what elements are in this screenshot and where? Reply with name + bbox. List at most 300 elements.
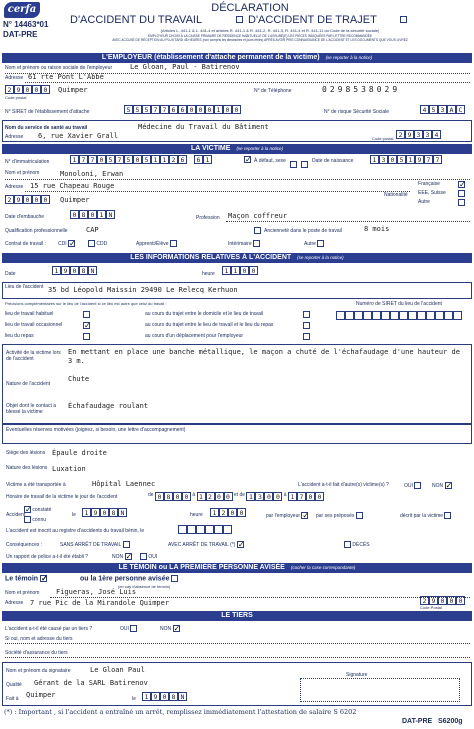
hire-char: N (106, 210, 115, 219)
hour-digit: 0 (264, 492, 273, 501)
contract-interim[interactable] (228, 240, 260, 247)
hour-digit: 1 (210, 508, 219, 517)
ssn-key-digit: 6 (194, 155, 203, 164)
date-char: N (88, 266, 97, 275)
described-option[interactable] (400, 512, 451, 519)
employer-siret-label: N° SIRET de l'établissement d'attache (5, 109, 90, 115)
reserves-label: Éventuelles réserves motivées (joignez, si besoin, une lettre d'accompagnement) (6, 427, 186, 433)
connu-label: connu (32, 516, 47, 523)
title-work-accident: D'ACCIDENT DU TRAVAIL (70, 14, 203, 26)
connu-option[interactable] (24, 516, 46, 523)
nat-other-checkbox[interactable] (458, 199, 465, 206)
postal-digit: 0 (447, 596, 456, 605)
third-party-section-header (2, 611, 472, 621)
health-postal[interactable] (396, 130, 441, 139)
object-label: Objet dont le contact a blessé la victime (6, 403, 57, 415)
notice-text-1: EMPLOYEUR CHOISI À LA CAISSE PRIMAIRE DE RÉSIDENCE HABITUELLE DE L'ASSURÉ(E) LES PIÈCES INDIQUÉES PAR LETTRE RECOMMANDÉE (147, 34, 373, 38)
known-date[interactable] (82, 508, 127, 517)
contract-cdi-checkbox[interactable]: ✓ (69, 239, 76, 248)
postal-digit: 0 (23, 85, 32, 94)
nat-fr-label: Française (418, 181, 440, 187)
ssn-digit: 0 (97, 155, 106, 164)
postal-digit: 2 (396, 130, 405, 139)
registered-date[interactable] (178, 525, 232, 534)
ssn-digit: 5 (124, 155, 133, 164)
police-report-label: Un rapport de police a-t-il été établi ? (6, 554, 88, 560)
hour-digit: 0 (224, 492, 233, 501)
cerfa-logo (4, 2, 40, 18)
form-number: N° 14463*01 (3, 20, 49, 29)
described-label: décrit par la victime (400, 512, 444, 519)
ssn-digit: 7 (115, 155, 124, 164)
sex-m-checkbox[interactable] (290, 161, 297, 168)
conseq-death-label: DÉCÈS (352, 541, 370, 548)
hour-digit: 3 (255, 492, 264, 501)
police-oui-checkbox[interactable] (140, 553, 147, 560)
profession-label: Profession (196, 215, 220, 221)
injury-site-value: Épaule droite (52, 449, 107, 457)
victim-address-label: Adresse (5, 184, 24, 190)
non-label: NON (432, 482, 444, 489)
birth-digit: 9 (415, 155, 424, 164)
sex-options[interactable] (290, 156, 308, 174)
witness-postal-label: Code Postal (420, 605, 442, 610)
witness-address-value: 7 rue Pic de la Mirandole Quimper (30, 599, 170, 607)
contract-other-checkbox[interactable] (317, 240, 324, 247)
nat-fr[interactable] (418, 180, 466, 189)
third-non[interactable] (160, 625, 180, 632)
postal-digit: 2 (5, 195, 14, 204)
third-oui[interactable] (120, 625, 137, 632)
conseq-no-stop[interactable] (60, 541, 130, 548)
by-employer-checkbox[interactable]: ✓ (302, 511, 310, 520)
place-opt-work-meal-label: au cours du trajet entre le lieu de travail et le lieu du repas (145, 322, 274, 328)
victim-section-header (2, 144, 472, 154)
place-label: Lieu de l'accident (5, 284, 44, 290)
employer-section-header (2, 53, 472, 63)
witness-checkbox[interactable]: ✓ (41, 574, 48, 583)
hour-digit: 0 (237, 508, 246, 517)
seniority-label: Ancienneté dans le poste de travail (264, 228, 342, 234)
third-non-checkbox[interactable]: ✓ (173, 624, 181, 633)
first-person-label: ou la 1ère personne avisée (80, 575, 170, 583)
nature-label: Nature de l'accident (6, 381, 51, 387)
date-char: 1 (52, 266, 61, 275)
hour-digit: 0 (306, 492, 315, 501)
oui-label: OUI (404, 482, 413, 489)
hour-digit: 0 (155, 492, 164, 501)
postal-digit: 4 (432, 130, 441, 139)
postal-digit: 2 (5, 85, 14, 94)
by-prep-checkbox[interactable] (356, 512, 363, 519)
seniority-checkbox[interactable] (254, 227, 261, 234)
hire-label: Date d'embauche (5, 214, 45, 220)
nat-eee-checkbox[interactable] (458, 190, 465, 197)
nat-fr-checkbox[interactable]: ✓ (459, 180, 466, 189)
ssn-digit: 1 (151, 155, 160, 164)
transport-label: Victime a été transportée à (6, 482, 66, 488)
third-insurer-label: Société d'assurance du tiers (5, 650, 68, 656)
date-char: 8 (169, 692, 178, 701)
place-opt-travel-checkbox[interactable] (303, 333, 310, 340)
victim-section-title: LA VICTIME (191, 145, 231, 152)
siret-digit: 0 (223, 105, 232, 114)
date-char: 9 (61, 266, 70, 275)
hour-digit: 0 (240, 266, 249, 275)
place-options-left (5, 311, 91, 344)
other-victims-oui-checkbox[interactable] (414, 482, 421, 489)
known-hour[interactable] (210, 508, 246, 517)
other-victims-non-checkbox[interactable]: ✓ (445, 481, 453, 490)
quality-value: Gérant de la SARL Batirenov (34, 679, 148, 687)
transport-value: Hôpital Laennec (92, 480, 156, 488)
seniority-value: 8 mois (364, 225, 390, 233)
date-char: 9 (91, 508, 100, 517)
footer-note: (*) : Important , si l'accident a entraîné un arrêt, remplissez immédiatement l'attestation de salaire S 6202 (4, 708, 357, 716)
by-prep-option[interactable] (316, 512, 363, 519)
other-victims-oui[interactable] (404, 482, 421, 489)
first-person-option[interactable] (80, 575, 178, 582)
contract-cdd-label: CDD (96, 240, 108, 247)
accident-found-label: Accident (6, 512, 26, 518)
non-label: NON (112, 553, 124, 560)
first-person-note: (en cas d'absence de témoin) (118, 584, 171, 589)
siret-place-label: Numéro de SIRET du lieu de l'accident (356, 301, 442, 307)
witness-section-note: (cocher la case correspondante) (290, 565, 356, 570)
form-title: DÉCLARATION (211, 2, 289, 14)
place-opt-occasional[interactable] (5, 321, 91, 333)
place-opt-habitual-label: lieu de travail habituel (5, 311, 54, 317)
injury-nature-value: Luxation (52, 465, 86, 473)
place-opt-commute-checkbox[interactable] (303, 311, 310, 318)
articles-text: (Articles L. 441-1 & L. 441-4 et articles R. 441-1 & R. 441-2, R. 441-3, R. 441-4 et R. 441-11 du Code de la sécurité sociale) (160, 28, 380, 33)
place-opt-travel-label: au cours d'un déplacement pour l'employeur (145, 333, 244, 339)
connu-checkbox[interactable] (24, 516, 31, 523)
place-opt-habitual[interactable] (5, 311, 62, 322)
siret-digit: 0 (187, 105, 196, 114)
sign-date-label: le (132, 696, 136, 702)
witness-address-label: Adresse (5, 600, 24, 606)
place-opt-commute[interactable] (145, 311, 273, 322)
accident-date[interactable] (52, 266, 97, 275)
risk-char: 4 (420, 105, 429, 114)
injury-site-label: Siège des lésions (6, 450, 46, 456)
police-report-oui[interactable] (140, 553, 157, 560)
siret-digit: 0 (196, 105, 205, 114)
quality-label: Qualité (6, 682, 22, 688)
hour-digit: 1 (246, 492, 255, 501)
victim-name-value: Monoloni, Erwan (60, 170, 124, 178)
siret-digit: 5 (142, 105, 151, 114)
place-opt-work-meal[interactable] (145, 322, 273, 333)
postal-digit: 0 (456, 596, 465, 605)
victim-ssn-label: N° d'immatriculation (5, 159, 50, 165)
witness-name-value: Figueras, José Luis (56, 588, 137, 596)
place-opt-commute-label: au cours du trajet entre le domicile et le lieu de travail (145, 311, 264, 317)
qualif-value: CAP (86, 226, 99, 234)
victim-address-value: 15 rue Chapeau Rouge (30, 182, 115, 190)
employer-name-value: Le Gloan, Paul - Batirenov (130, 63, 240, 71)
activity-value: En mettant en place une banche métallique, le maçon a chuté de l'échafaudage d'une hauteur de 3 m. (68, 348, 460, 365)
hour-digit: 1 (231, 266, 240, 275)
work-accident-checkbox[interactable] (236, 16, 243, 23)
hour-digit: 1 (197, 492, 206, 501)
date-char: 0 (160, 692, 169, 701)
witness-postal[interactable] (420, 596, 465, 605)
place-opt-meal[interactable] (5, 333, 62, 344)
fait-value: Quimper (26, 691, 56, 699)
employer-city: Quimper (58, 86, 88, 94)
hour-digit: 0 (182, 492, 191, 501)
health-service-label: Nom du service de santé au travail (5, 125, 88, 131)
notice-text-2: AVEC ACCUSÉ DE RÉCEPTION AU PLUS TARD 48 HEURES (non compris les dimanches et jours fériés) APRÈS AVOIR PRIS CONNAISSANCE DE L'ACCIDENT ET LES DOCUMENTS QUE VOUS LIVREZ (112, 38, 408, 42)
third-name-line (5, 643, 470, 644)
hour-digit: 0 (215, 492, 224, 501)
third-insurer-line (5, 657, 470, 658)
health-address-label: Adresse (5, 134, 24, 140)
risk-char: C (456, 105, 465, 114)
police-non-checkbox[interactable]: ✓ (125, 552, 133, 561)
hour-digit: 8 (164, 492, 173, 501)
employer-risk[interactable] (420, 105, 465, 114)
hour-digit: 0 (249, 266, 258, 275)
victim-birth-label: Date de naissance (312, 158, 354, 164)
victim-city: Quimper (60, 196, 90, 204)
date-char: N (178, 692, 187, 701)
postal-digit: 0 (32, 85, 41, 94)
witness-name-label: Nom et prénom (5, 590, 40, 596)
signature-area[interactable] (300, 678, 460, 702)
employer-phone[interactable]: 0298538029 (322, 85, 401, 94)
conseq-death[interactable] (344, 541, 370, 548)
third-name-label: Si oui, nom et adresse du tiers (5, 636, 73, 642)
ssn-digit: 1 (160, 155, 169, 164)
birth-digit: 0 (388, 155, 397, 164)
hire-char: 1 (97, 210, 106, 219)
accident-section-title: LES INFORMATIONS RELATIVES À L'ACCIDENT (130, 254, 292, 261)
police-report-non[interactable] (112, 553, 132, 560)
accident-section-header (2, 253, 472, 263)
nat-other[interactable] (418, 199, 446, 205)
postal-digit: 9 (14, 195, 23, 204)
date-char: 8 (109, 508, 118, 517)
hour-digit: 1 (222, 266, 231, 275)
constate-checkbox[interactable]: ✓ (25, 505, 32, 514)
footer-code: DAT-PRE (402, 718, 433, 725)
witness-section-title: LE TÉMOIN ou LA PREMIÈRE PERSONNE AVISÉE (118, 564, 285, 571)
work-hours-label: Horaire de travail de la victime le jour de l'accident (6, 494, 118, 500)
victim-name-line (5, 179, 470, 180)
place-options-right (145, 311, 273, 344)
registered-label: L'accident est inscrit au registre d'accidents du travail bénin, le (6, 528, 145, 534)
hour-digit: 0 (315, 492, 324, 501)
postal-digit: 9 (14, 85, 23, 94)
employer-section-title: L'EMPLOYEUR (établissement d'attache permanent de la victime) (101, 54, 320, 61)
commute-accident-checkbox[interactable] (400, 16, 407, 23)
witness-name-line (50, 597, 470, 598)
siret-digit: 5 (124, 105, 133, 114)
date-char: 8 (79, 266, 88, 275)
hour-digit: 2 (219, 508, 228, 517)
hire-date[interactable] (70, 210, 115, 219)
contract-other-label: Autre (304, 240, 316, 247)
witness-label: Le témoin (5, 575, 39, 583)
risk-char: 3 (438, 105, 447, 114)
postal-digit: 9 (405, 130, 414, 139)
place-opt-travel[interactable] (145, 333, 273, 344)
oui-label: OUI (120, 625, 129, 632)
postal-digit: 0 (41, 85, 50, 94)
logo-text: cerfa (7, 4, 37, 15)
victim-sex-label: À défaut, sexe (254, 158, 286, 164)
third-caused-label: L'accident a-t-il été causé par un tiers ? (5, 626, 93, 632)
footer-ref: S6200g (438, 718, 463, 725)
contract-interim-checkbox[interactable] (253, 240, 260, 247)
place-opt-meal-checkbox[interactable] (83, 333, 90, 340)
employer-postal-label: Code postal (5, 95, 27, 100)
place-opt-habitual-checkbox[interactable] (83, 311, 90, 318)
third-oui-checkbox[interactable] (130, 625, 137, 632)
contract-apprentice-checkbox[interactable] (170, 240, 177, 247)
conseq-no-stop-label: SANS ARRÊT DE TRAVAIL (60, 541, 122, 548)
health-service-value: Médecine du Travail du Bâtiment (138, 123, 269, 131)
ssn-digit: 7 (88, 155, 97, 164)
birth-digit: 7 (424, 155, 433, 164)
activity-label: Activité de la victime lors de l'accident (6, 350, 61, 362)
postal-digit: 3 (423, 130, 432, 139)
siret-digit: 0 (232, 105, 241, 114)
nat-other-label: Autre (418, 199, 430, 205)
hour-digit: 0 (228, 508, 237, 517)
hour-digit: 2 (206, 492, 215, 501)
place-opt-meal-label: lieu du repas (5, 333, 34, 339)
witness-option[interactable] (5, 575, 47, 582)
other-victims-non[interactable] (432, 482, 452, 489)
contract-cdi-label: CDI (58, 240, 67, 247)
ssn-digit: 1 (70, 155, 79, 164)
ssn-digit: 5 (142, 155, 151, 164)
date-char: 0 (100, 508, 109, 517)
hour-digit: 0 (173, 492, 182, 501)
place-opt-work-meal-checkbox[interactable] (303, 322, 310, 329)
nature-value: Chute (68, 375, 90, 383)
constate-label: constaté (32, 506, 52, 513)
contract-other[interactable] (304, 240, 324, 247)
postal-digit: 2 (420, 596, 429, 605)
victim-section-note: (se reporter à la notice) (236, 146, 283, 151)
conseq-stop[interactable] (168, 541, 244, 548)
siret-digit: 7 (160, 105, 169, 114)
form-code: DAT-PRE (3, 30, 38, 39)
date-char: 9 (151, 692, 160, 701)
accident-hour[interactable] (222, 266, 258, 275)
sign-date[interactable] (142, 692, 187, 701)
work-hours[interactable]: de 0 8 0 0 à 1 2 0 0 et de 1 3 0 0 à 1 7 0 0 (148, 492, 324, 501)
hire-char: 0 (88, 210, 97, 219)
accident-hour-label: heure (202, 271, 215, 277)
siret-digit: 0 (205, 105, 214, 114)
birth-digit: 3 (379, 155, 388, 164)
oui-label: OUI (148, 553, 158, 560)
employer-address-line (25, 82, 470, 83)
ssn-digit: 6 (178, 155, 187, 164)
first-person-checkbox[interactable] (171, 575, 178, 582)
by-employer-label: par l'employeur (266, 512, 301, 519)
employer-risk-label: N° de risque Sécurité Sociale (324, 109, 390, 115)
employer-address-value: 61 rte Pont L'Abbé (28, 73, 104, 81)
siret-digit: 5 (133, 105, 142, 114)
constate-option[interactable] (24, 506, 51, 513)
injury-nature-label: Nature des lésions (6, 465, 48, 471)
place-value: 35 bd Léopold Maissin 29490 Le Relecq Kerhuon (48, 286, 238, 294)
ssn-digit: 7 (79, 155, 88, 164)
contract-cdd-checkbox[interactable] (88, 240, 95, 247)
postal-digit: 0 (32, 195, 41, 204)
non-label: NON (160, 625, 172, 632)
conseq-stop-checkbox[interactable]: ✓ (237, 540, 245, 549)
contract-cdd[interactable] (88, 240, 107, 247)
employer-section-note: (se reporter à la notice) (325, 55, 373, 60)
fait-label: Fait à (6, 696, 19, 702)
conseq-stop-label: AVEC ARRÊT DE TRAVAIL (*) (168, 541, 236, 548)
siret-digit: 7 (151, 105, 160, 114)
profession-value: Maçon coffreur (228, 212, 288, 220)
employer-siret[interactable] (124, 105, 241, 114)
contract-interim-label: Intérimaire (228, 240, 252, 247)
sex-checkbox[interactable]: ✓ (245, 155, 252, 164)
postal-digit: 0 (23, 195, 32, 204)
profession-line (226, 221, 470, 222)
place-opt-occasional-checkbox[interactable]: ✓ (84, 321, 91, 330)
nat-eee[interactable] (418, 190, 446, 196)
ssn-digit: 5 (106, 155, 115, 164)
sex-f-checkbox[interactable] (301, 161, 308, 168)
contract-apprentice-label: Apprenti/Élève (136, 240, 169, 247)
victim-ssn[interactable] (70, 155, 187, 164)
conseq-no-stop-checkbox[interactable] (123, 541, 130, 548)
employer-name-label: Nom et prénom ou raison sociale de l'employeur (5, 65, 113, 71)
place-siret-boxes[interactable] (336, 311, 462, 320)
by-employer-option[interactable] (266, 512, 308, 519)
signatory-value: Le Gloan Paul (90, 666, 145, 674)
nationality-label: Nationalité (384, 192, 408, 198)
hour-digit: 7 (297, 492, 306, 501)
victim-postal[interactable] (5, 195, 50, 204)
ssn-digit: 2 (169, 155, 178, 164)
consequences-label: Conséquences : (6, 542, 43, 548)
signatory-label: Nom et prénom du signataire (6, 668, 71, 674)
described-checkbox[interactable] (444, 512, 451, 519)
victim-name-label: Nom et prénom (5, 170, 40, 176)
place-opt-occasional-label: lieu de travail occasionnel (5, 322, 63, 328)
witness-section-header (2, 563, 472, 573)
birth-digit: 1 (406, 155, 415, 164)
accident-date-label: Date (5, 271, 16, 277)
victim-birth[interactable] (370, 155, 442, 164)
by-prep-label: par ses préposés (316, 512, 355, 519)
health-address-value: 6, rue Xavier Grall (38, 132, 119, 140)
contract-label: Contrat de travail : (5, 241, 46, 247)
employer-postal-code[interactable] (5, 85, 50, 94)
contract-apprentice[interactable] (136, 240, 177, 247)
known-date-prefix: le (72, 512, 76, 518)
contract-cdi[interactable] (58, 240, 75, 247)
victim-ssn-key[interactable] (194, 155, 212, 164)
conseq-death-checkbox[interactable] (344, 541, 351, 548)
title-commute-accident: D'ACCIDENT DE TRAJET (248, 14, 377, 26)
date-char: 0 (70, 266, 79, 275)
hire-char: 0 (70, 210, 79, 219)
